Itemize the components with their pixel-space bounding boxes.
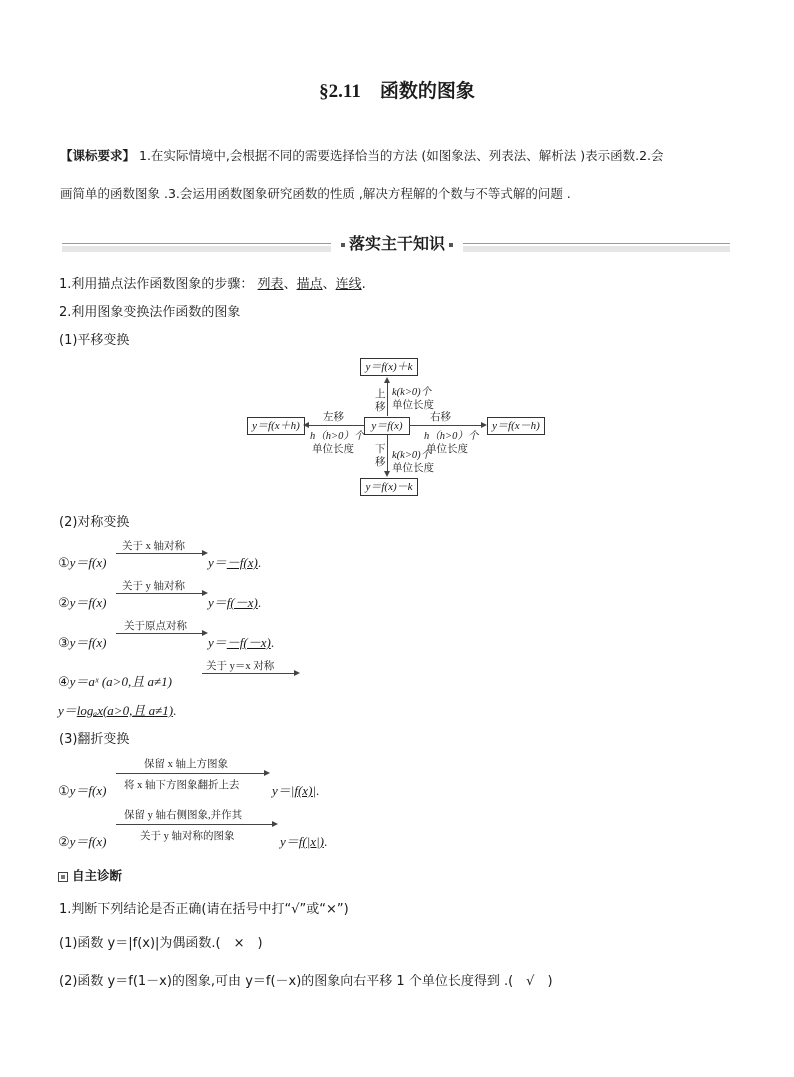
expr: y＝f(x) xyxy=(69,783,107,798)
answer-2: 描点 xyxy=(296,277,323,292)
answer: －f(－x) xyxy=(226,635,271,650)
sym-1-arrow-line xyxy=(116,553,202,554)
sep: 、 xyxy=(322,277,336,292)
sym-2-label: 关于 y 轴对称 xyxy=(122,581,185,592)
arrow-right-icon xyxy=(272,821,278,827)
num: ① xyxy=(58,555,70,570)
line-right xyxy=(409,425,481,426)
sym-1-label: 关于 x 轴对称 xyxy=(122,541,185,552)
question-1: 1.判断下列结论是否正确(请在括号中打“√”或“×”) xyxy=(59,902,349,917)
requirements-tag: 【课标要求】 xyxy=(60,148,136,163)
num: ① xyxy=(58,783,70,798)
label-right-dir: 右移 xyxy=(430,412,451,423)
expr: y＝f(x) xyxy=(69,635,107,650)
sym-4-label: 关于 y＝x 对称 xyxy=(206,661,275,672)
line-down xyxy=(387,435,388,471)
label-left-unit: 单位长度 xyxy=(312,444,354,455)
box-top: y＝f(x)＋k xyxy=(360,358,418,376)
num: ④ xyxy=(58,674,70,689)
self-diagnosis-text: 自主诊断 xyxy=(72,868,123,883)
line-left xyxy=(309,425,364,426)
answer: logₐx(a>0,且 a≠1) xyxy=(76,703,174,718)
to: y＝ xyxy=(272,783,291,798)
item-1 xyxy=(59,273,366,292)
self-diagnosis-header xyxy=(58,866,122,884)
answer-3: 连线 xyxy=(335,277,362,292)
answer-1: 列表 xyxy=(257,277,284,292)
sym-2-arrow-line xyxy=(116,593,202,594)
section-title xyxy=(0,231,794,254)
arrow-down-icon xyxy=(384,471,390,477)
flip-1-result xyxy=(272,780,319,799)
arrow-left-icon xyxy=(303,422,309,428)
to: y＝ xyxy=(208,595,227,610)
end: . xyxy=(257,595,262,610)
section-title-text: 落实主干知识 xyxy=(348,234,445,253)
to: y＝ xyxy=(208,555,227,570)
label-down-unit: 单位长度 xyxy=(392,463,434,474)
sym-1-from xyxy=(58,552,106,571)
box-left: y＝f(x＋h) xyxy=(247,417,305,435)
sym-3-label: 关于原点对称 xyxy=(124,621,187,632)
sep: 、 xyxy=(283,277,297,292)
period: . xyxy=(361,277,366,292)
label-down-1: 下 xyxy=(375,444,386,455)
item-2: 2.利用图象变换法作函数的图象 xyxy=(59,305,241,320)
sub-translation: (1)平移变换 xyxy=(59,333,130,348)
label-down-cond: k(k>0)个 xyxy=(392,450,432,461)
sym-2-result xyxy=(208,592,261,611)
sub-flip: (3)翻折变换 xyxy=(59,732,130,747)
bullet-icon xyxy=(341,243,345,247)
flip-2-label-top: 保留 y 轴右侧图象,并作其 xyxy=(124,810,243,821)
sym-1-result xyxy=(208,552,261,571)
expr: y＝f(x) xyxy=(69,595,107,610)
end: . xyxy=(257,555,262,570)
expr: y＝f(x) xyxy=(69,555,107,570)
page-title: §2.11 函数的图象 xyxy=(319,81,475,102)
label-right-unit: 单位长度 xyxy=(426,444,468,455)
box-bottom: y＝f(x)－k xyxy=(360,478,418,496)
flip-1-label-top: 保留 x 轴上方图象 xyxy=(144,759,228,770)
sym-3-arrow-line xyxy=(116,633,202,634)
end: . xyxy=(270,635,275,650)
sym-2-from xyxy=(58,592,106,611)
expr: y＝aˣ (a>0,且 a≠1) xyxy=(69,674,172,689)
bullet-icon xyxy=(449,243,453,247)
question-1-2: (2)函数 y＝f(1－x)的图象,可由 y＝f(－x)的图象向右平移 1 个单位长度得到 .( √ ) xyxy=(59,974,553,989)
end: . xyxy=(323,834,328,849)
num: ② xyxy=(58,595,70,610)
to: y＝ xyxy=(58,703,77,718)
label-left-dir: 左移 xyxy=(323,412,344,423)
sub-symmetry: (2)对称变换 xyxy=(59,515,130,530)
requirements-text-1: 1.在实际情境中,会根据不同的需要选择恰当的方法 (如图象法、列表法、解析法 )表示函数.2.会 xyxy=(139,148,664,163)
label-down-2: 移 xyxy=(375,457,386,468)
line-up xyxy=(387,382,388,416)
sym-3-result xyxy=(208,632,274,651)
answer: f(－x) xyxy=(226,595,258,610)
arrow-right-icon xyxy=(264,770,270,776)
flip-2-label-bottom: 关于 y 轴对称的图象 xyxy=(140,831,235,842)
answer: －f(x) xyxy=(226,555,258,570)
flip-1-label-bottom: 将 x 轴下方图象翻折上去 xyxy=(124,780,240,791)
sym-4-from xyxy=(58,671,172,690)
to: y＝ xyxy=(280,834,299,849)
arrow-right-icon xyxy=(481,422,487,428)
end: . xyxy=(173,703,177,718)
label-up-unit: 单位长度 xyxy=(392,400,434,411)
flip-2-from xyxy=(58,831,106,850)
label-up-cond: k(k>0)个 xyxy=(392,387,432,398)
arrow-up-icon xyxy=(384,377,390,383)
answer: f(|x|) xyxy=(298,834,324,849)
label-left-cond: h（h>0）个 xyxy=(310,431,365,442)
requirements-text-2: 画简单的函数图象 .3.会运用函数图象研究函数的性质 ,解决方程解的个数与不等式解的问题 . xyxy=(60,186,571,201)
num: ② xyxy=(58,834,70,849)
box-right: y＝f(x－h) xyxy=(487,417,545,435)
sym-4-result xyxy=(58,700,176,719)
arrow-right-icon xyxy=(294,670,300,676)
label-up-1: 上 xyxy=(375,389,386,400)
label-up-2: 移 xyxy=(375,402,386,413)
expr: y＝f(x) xyxy=(69,834,107,849)
item-1-prefix: 1.利用描点法作函数图象的步骤： xyxy=(59,277,254,292)
to: y＝ xyxy=(208,635,227,650)
sym-3-from xyxy=(58,632,106,651)
question-1-1: (1)函数 y＝|f(x)|为偶函数.( × ) xyxy=(59,936,263,951)
flip-1-from xyxy=(58,780,106,799)
end: . xyxy=(315,783,320,798)
requirements-line-1 xyxy=(60,146,664,164)
num: ③ xyxy=(58,635,70,650)
answer: |f(x)| xyxy=(290,783,316,798)
sym-4-arrow-line xyxy=(202,673,294,674)
flip-2-result xyxy=(280,831,327,850)
box-center: y＝f(x) xyxy=(364,417,410,435)
label-right-cond: h（h>0）个 xyxy=(424,431,479,442)
flip-2-arrow-line xyxy=(116,824,272,825)
square-icon xyxy=(58,872,68,882)
flip-1-arrow-line xyxy=(116,773,264,774)
